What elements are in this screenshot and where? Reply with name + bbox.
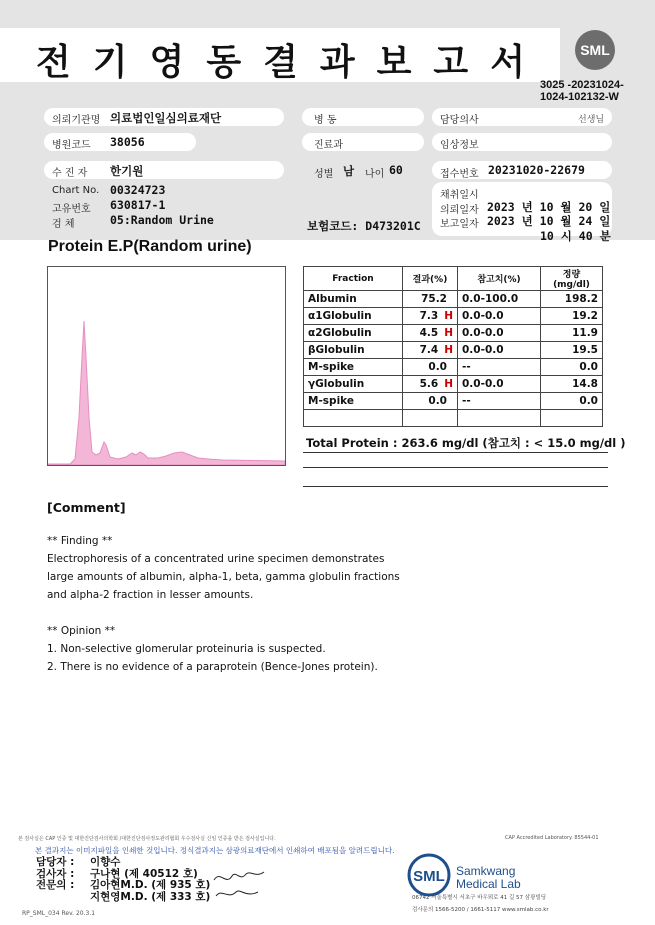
staff-role: 검사자 : (36, 868, 75, 880)
fraction-cell: M-spike (304, 393, 403, 410)
quantity-cell: 19.5 (541, 342, 603, 359)
report-title: 전기영동결과보고서 (36, 42, 547, 83)
institution-value: 의료법인일심의료재단 (110, 111, 222, 125)
patient-label: 수 진 자 (52, 168, 88, 179)
svg-text:SML: SML (413, 868, 445, 885)
quantity-cell: 0.0 (541, 393, 603, 410)
result-value: 7.3 (419, 310, 439, 322)
reference-cell: -- (458, 393, 541, 410)
print-notice: 본 결과지는 이미지파일을 인쇄한 것입니다. 정식결과지는 삼광의료재단에서 인쇄하여 배포됨을 알려드립니다. (35, 846, 395, 855)
comment-line: large amounts of albumin, alpha-1, beta, gamma globulin fractions (47, 571, 400, 583)
header-quantity: 정량(mg/dl) (541, 267, 603, 291)
staff-name: 구나현 (제 40512 호) (90, 868, 198, 880)
reference-cell: 0.0-0.0 (458, 376, 541, 393)
reference-cell: 0.0-0.0 (458, 342, 541, 359)
report-time: 10 시 40 분 (540, 229, 611, 243)
id-label: 고유번호 (52, 204, 91, 215)
reference-cell: 0.0-100.0 (458, 291, 541, 308)
specimen-label: 검 체 (52, 219, 75, 230)
flag-badge: H (444, 327, 453, 339)
institution-label: 의뢰기관명 (52, 115, 101, 126)
sml-logo-icon: SML (575, 30, 615, 70)
reference-cell: 0.0-0.0 (458, 325, 541, 342)
result-cell (403, 359, 458, 376)
receipt-label: 접수번호 (440, 169, 479, 180)
collect-label: 채취일시 (440, 190, 479, 201)
patient-value: 한기원 (110, 164, 144, 178)
fraction-cell: α2Globulin (304, 325, 403, 342)
divider (303, 467, 608, 468)
clinical-label: 임상정보 (440, 140, 479, 151)
staff-role: 전문의 : (36, 879, 75, 891)
result-cell (403, 291, 458, 308)
table-header-row (304, 267, 603, 291)
age-label: 나이 (365, 169, 385, 180)
lab-name-line1: Samkwang (456, 864, 516, 878)
table-row (304, 393, 603, 410)
sex-value: 남 (343, 164, 355, 178)
lab-name-line2: Medical Lab (456, 877, 521, 891)
table-row (304, 291, 603, 308)
accreditation-note: 본 검사실은 CAP 인증 및 대한진단검사의학회 /대한진단검사정도관리협회 우수검사실 신임 인증을 받은 검사실입니다. (18, 836, 276, 842)
specimen-value: 05:Random Urine (110, 213, 214, 227)
divider (303, 486, 608, 487)
result-cell (403, 325, 458, 342)
report-label: 보고일자 (440, 219, 479, 230)
doctor-value: 선생님 (578, 115, 605, 125)
age-value: 60 (389, 163, 403, 177)
total-protein: Total Protein : 263.6 mg/dl (참고치 : < 15.0 mg/dl ) (306, 436, 626, 450)
ward-label: 병 동 (314, 115, 337, 126)
quantity-cell: 11.9 (541, 325, 603, 342)
divider (303, 452, 608, 453)
electrophoresis-curve (48, 267, 285, 465)
lab-name (456, 865, 521, 891)
result-cell (403, 308, 458, 325)
comment-line: Electrophoresis of a concentrated urine specimen demonstrates (47, 553, 385, 565)
insurance-code: 보험코드: D473201C (307, 219, 421, 233)
electrophoresis-graph (47, 266, 286, 466)
header-result: 결과(%) (403, 267, 458, 291)
results-table (303, 266, 603, 427)
quantity-cell: 14.8 (541, 376, 603, 393)
result-value: 0.0 (428, 361, 447, 373)
doctor-label: 담당의사 (440, 115, 479, 126)
result-value: 7.4 (419, 344, 439, 356)
header-fraction: Fraction (304, 267, 403, 291)
flag-badge: H (444, 310, 453, 322)
chart-value: 00324723 (110, 183, 166, 197)
signature-icon (210, 866, 270, 904)
comment-line: ** Finding ** (47, 535, 113, 547)
result-value: 4.5 (419, 327, 439, 339)
header-reference: 참고치(%) (458, 267, 541, 291)
quantity-cell: 0.0 (541, 359, 603, 376)
hospital-code-value: 38056 (110, 135, 145, 149)
quantity-cell (541, 410, 603, 427)
table-row (304, 342, 603, 359)
samkwang-logo-icon (405, 853, 453, 897)
staff-name: 이향수 (90, 856, 121, 868)
table-row (304, 376, 603, 393)
hospital-code-label: 병원코드 (52, 140, 91, 151)
fraction-cell: γGlobulin (304, 376, 403, 393)
result-cell (403, 393, 458, 410)
result-cell (403, 342, 458, 359)
comment-line: 1. Non-selective glomerular proteinuria is suspected. (47, 643, 326, 655)
result-cell (403, 376, 458, 393)
result-cell (403, 410, 458, 427)
section-title: Protein E.P(Random urine) (48, 238, 252, 255)
reference-cell: -- (458, 359, 541, 376)
result-value: 5.6 (419, 378, 439, 390)
result-value: 0.0 (428, 395, 447, 407)
result-value: 75.2 (421, 293, 447, 305)
comment-line: and alpha-2 fraction in lesser amounts. (47, 589, 254, 601)
comment-line: ** Opinion ** (47, 625, 116, 637)
comment-line: 2. There is no evidence of a paraprotein (Bence-Jones protein). (47, 661, 378, 673)
flag-badge: H (444, 378, 453, 390)
fraction-cell (304, 410, 403, 427)
receipt-value: 20231020-22679 (488, 163, 585, 177)
document-id: 3025 -20231024-1024-102132-W (540, 79, 624, 103)
quantity-cell: 19.2 (541, 308, 603, 325)
comment-heading: [Comment] (47, 500, 126, 515)
staff-role: 담당자 : (36, 856, 75, 868)
request-label: 의뢰일자 (440, 205, 479, 216)
quantity-cell: 198.2 (541, 291, 603, 308)
reference-cell: 0.0-0.0 (458, 308, 541, 325)
fraction-cell: M-spike (304, 359, 403, 376)
staff-name: 지현영M.D. (제 333 호) (90, 891, 211, 903)
dept-label: 진료과 (314, 140, 343, 151)
fraction-cell: Albumin (304, 291, 403, 308)
fraction-cell: βGlobulin (304, 342, 403, 359)
table-row (304, 359, 603, 376)
lab-contact: 검사문의 1566-5200 / 1661-5117 www.smlab.co.kr (412, 907, 549, 913)
fraction-cell: α1Globulin (304, 308, 403, 325)
cap-note: CAP Accredited Laboratory. 85544-01 (505, 835, 599, 841)
table-row (304, 410, 603, 427)
request-value: 2023 년 10 월 20 일 (487, 200, 611, 214)
chart-label: Chart No. (52, 185, 100, 196)
table-row (304, 325, 603, 342)
reference-cell (458, 410, 541, 427)
sex-label: 성별 (314, 169, 334, 180)
flag-badge: H (444, 344, 453, 356)
form-code: RP_SML_034 Rev. 20.3.1 (22, 910, 96, 917)
id-value: 630817-1 (110, 198, 166, 212)
table-row (304, 308, 603, 325)
lab-address: 06742 서울특별시 서초구 바우뫼로 41 길 57 삼광빌딩 (412, 895, 547, 901)
staff-name: 김아현M.D. (제 935 호) (90, 879, 211, 891)
report-value: 2023 년 10 월 24 일 (487, 214, 611, 228)
